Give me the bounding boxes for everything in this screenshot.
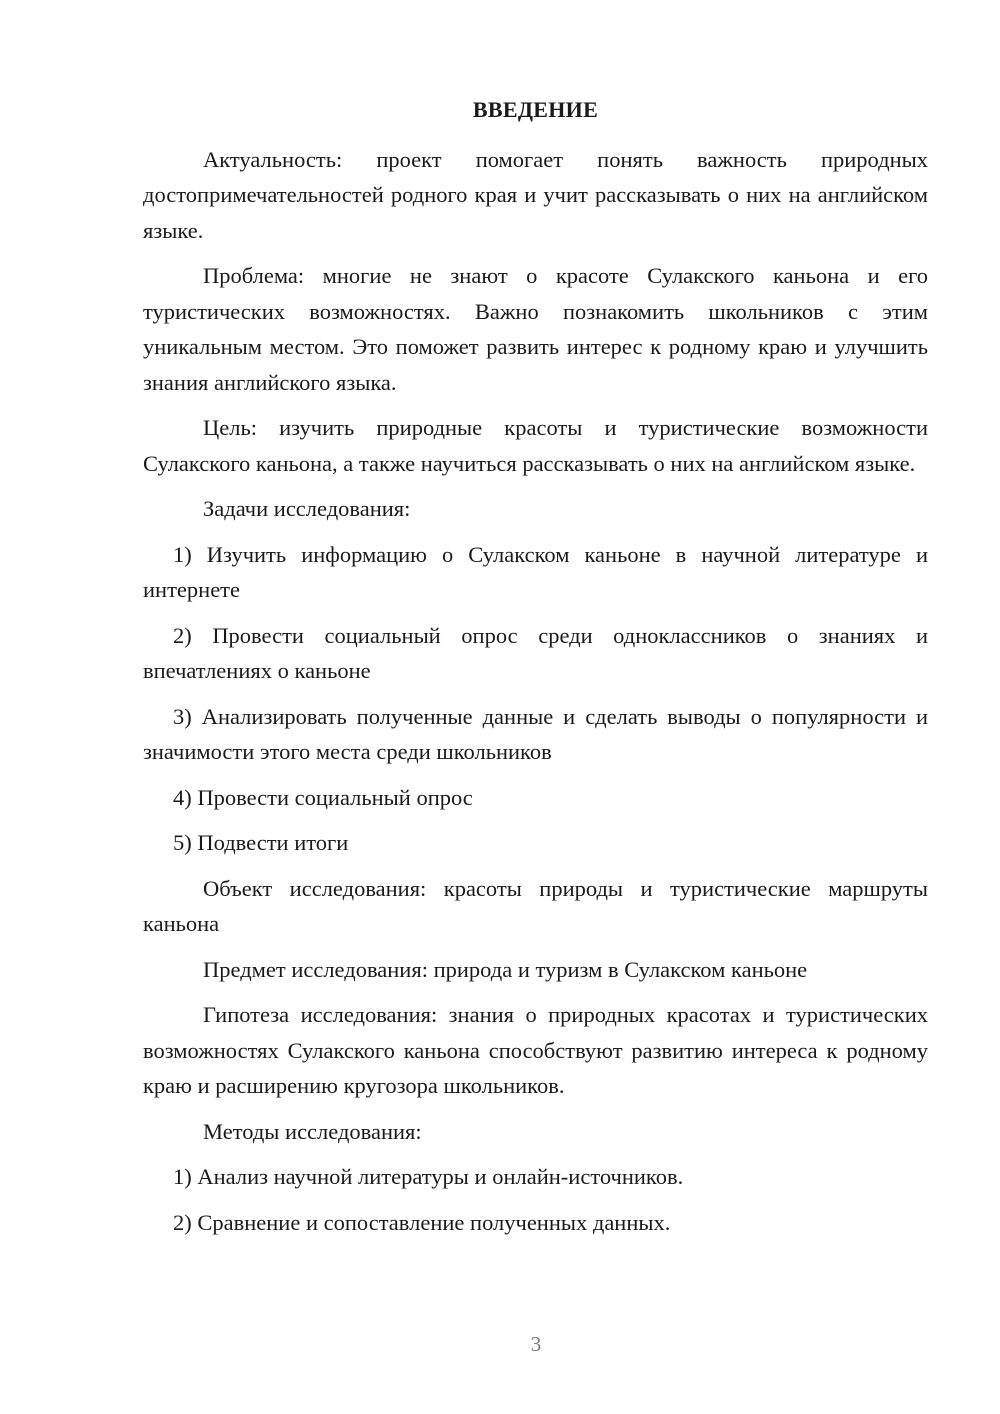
goal-paragraph: Цель: изучить природные красоты и туристические возможности Сулакского каньона, а также научиться рассказывать о них на английском языке. [143,415,928,476]
method-item-1: 1) Анализ научной литературы и онлайн-источников. [173,1164,684,1189]
tasks-heading: Задачи исследования: [203,496,411,521]
methods-heading: Методы исследования: [203,1118,422,1144]
page-number: 3 [530,1332,542,1356]
task-item-4: 4) Провести социальный опрос [173,784,473,810]
task-item-5: 5) Подвести итоги [173,830,349,855]
task-item-3: 3) Анализировать полученные данные и сделать выводы о популярности и значимости этого места среди школьников [143,703,928,764]
section-title: ВВЕДЕНИЕ [472,97,599,122]
hypothesis-paragraph: Гипотеза исследования: знания о природных красотах и туристических возможностях Сулакского каньона способствуют развитию интереса к родному краю и расширению кругозора школьников. [143,1002,928,1098]
task-item-1: 1) Изучить информацию о Сулакском каньоне в научной литературе и интернете [143,541,928,602]
object-paragraph: Объект исследования: красоты природы и туристические маршруты каньона [143,875,928,936]
method-item-2: 2) Сравнение и сопоставление полученных данных. [173,1209,671,1235]
relevance-paragraph: Актуальность: проект помогает понять важность природных достопримечательностей родного края и учит рассказывать о них на английском языке. [143,146,928,243]
problem-paragraph: Проблема: многие не знают о красоте Сулакского каньона и его туристических возможностях. Важно познакомить школьников с этим уникальным местом. Это поможет развить интерес к родному краю и улучшить знания английского языка. [143,263,928,395]
subject-paragraph: Предмет исследования: природа и туризм в Сулакском каньоне [203,956,808,982]
document-page [143,92,928,1250]
task-item-2: 2) Провести социальный опрос среди одноклассников о знаниях и впечатлениях о каньоне [143,622,928,683]
